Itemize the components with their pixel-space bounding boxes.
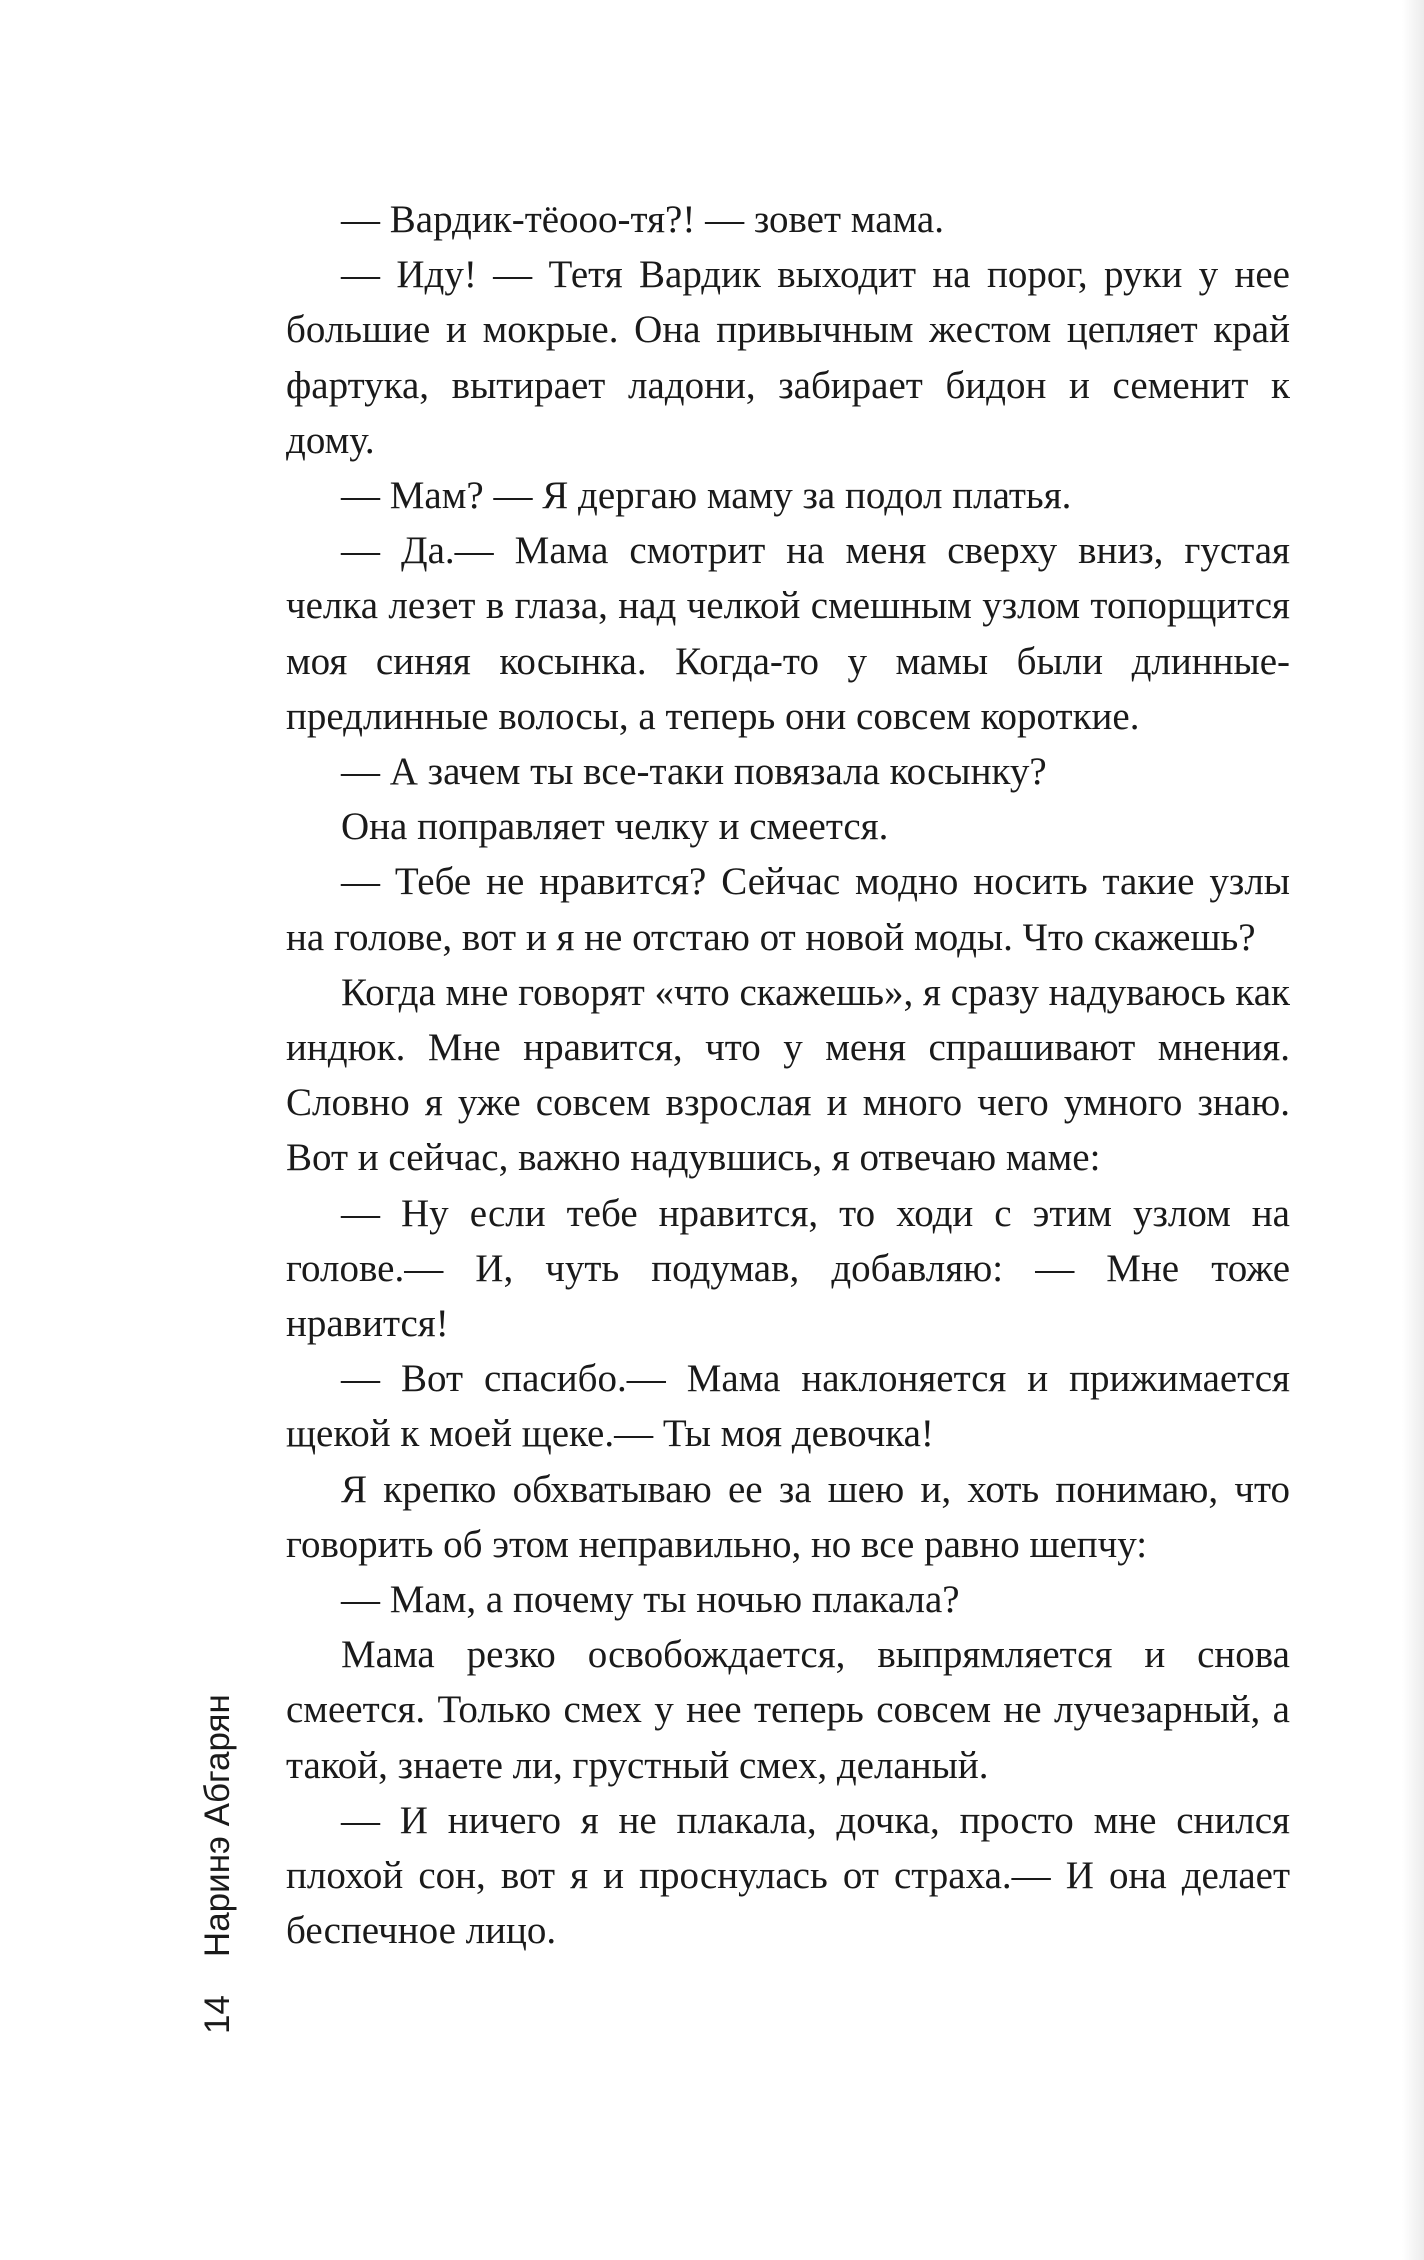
paragraph: — Иду! — Тетя Вардик выходит на порог, руки у нее большие и мокрые. Она привычным жестом цепляет край фартука, вытирает ладони, забирает бидон и семенит к дому.	[286, 253, 1290, 462]
author-name: Наринэ Абгарян	[198, 1694, 237, 1958]
page-number: 14	[198, 1995, 237, 2034]
paragraph: — А зачем ты все-таки повязала косынку?	[341, 750, 1047, 794]
paragraph: Когда мне говорят «что скажешь», я сразу надуваюсь как индюк. Мне нравится, что у меня спрашивают мнения. Словно я уже совсем взрослая и много чего умного знаю. Вот и сейчас, важно надувшись, я отвечаю маме:	[286, 970, 1290, 1180]
running-head	[198, 1694, 238, 2034]
paragraph: — Мам, а почему ты ночью плакала?	[341, 1578, 960, 1622]
paragraph: — Вардик-тёооо-тя?! — зовет мама.	[341, 198, 944, 241]
paragraph: Она поправляет челку и смеется.	[341, 805, 889, 849]
paragraph: — Ну если тебе нравится, то ходи с этим узлом на голове.— И, чуть подумав, добавляю: — Мне тоже нравится!	[286, 1191, 1290, 1346]
paragraph: Я крепко обхватываю ее за шею и, хоть понимаю, что говорить об этом неправильно, но все равно шепчу:	[286, 1467, 1290, 1566]
paragraph: — И ничего я не плакала, дочка, просто мне снился плохой сон, вот я и проснулась от страха.— И она делает беспечное лицо.	[286, 1798, 1290, 1953]
paragraph: — Да.— Мама смотрит на меня сверху вниз, густая челка лезет в глаза, над челкой смешным узлом топорщится моя синяя косынка. Когда-то у мамы были длинные-предлинные волосы, а теперь они совсем короткие.	[286, 529, 1290, 738]
paragraph: — Вот спасибо.— Мама наклоняется и прижимается щекой к моей щеке.— Ты моя девочка!	[286, 1357, 1290, 1456]
page-edge-shadow	[1402, 0, 1424, 2260]
page-body-text	[286, 192, 1290, 1959]
paragraph: Мама резко освобождается, выпрямляется и снова смеется. Только смех у нее теперь совсем не лучезарный, а такой, знаете ли, грустный смех, деланый.	[286, 1633, 1290, 1787]
paragraph: — Тебе не нравится? Сейчас модно носить такие узлы на голове, вот и я не отстаю от новой моды. Что скажешь?	[286, 860, 1290, 959]
paragraph: — Мам? — Я дергаю маму за подол платья.	[341, 474, 1072, 518]
